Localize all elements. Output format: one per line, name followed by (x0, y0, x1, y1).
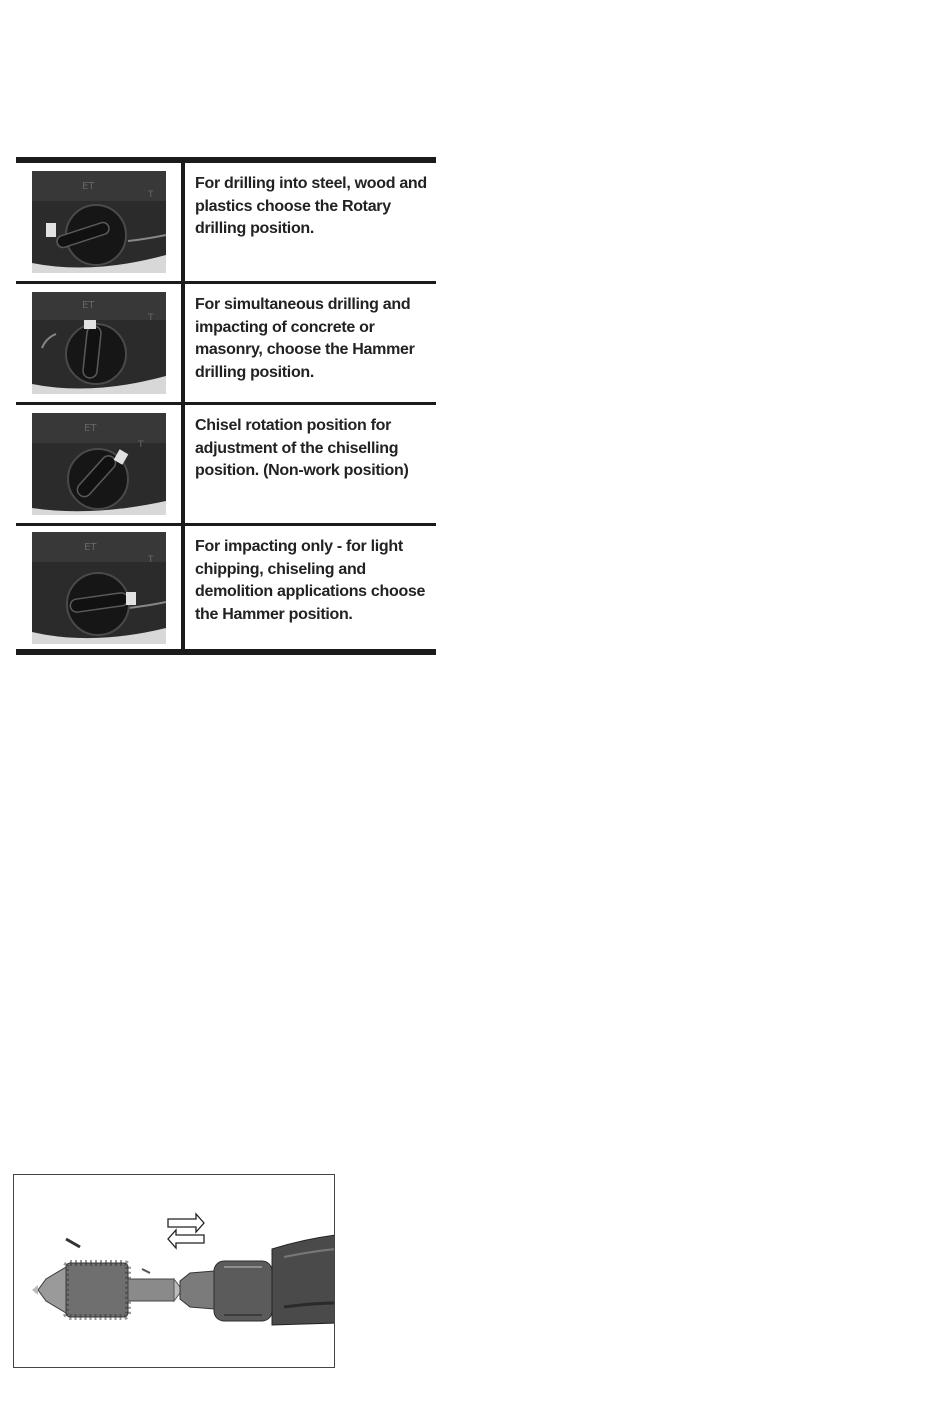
mode-selector-table (16, 157, 436, 655)
photo-cell (16, 526, 185, 649)
mode-row-hammer-drilling (16, 284, 436, 405)
hammer-drilling-selector-photo (32, 292, 166, 394)
rotary-drilling-selector-photo (32, 171, 166, 273)
mode-description: For drilling into steel, wood and plastics choose the Rotary drilling position. (195, 175, 427, 237)
mode-row-hammer-only (16, 526, 436, 649)
arrow-right-icon (168, 1214, 204, 1232)
arrow-left-icon (168, 1230, 204, 1248)
chuck-figure (13, 1174, 335, 1368)
svg-text:ET: ET (81, 300, 94, 311)
mode-description: For simultaneous drilling and impacting of concrete or masonry, choose the Hammer drilling position. (195, 296, 415, 381)
chuck-removal-illustration (14, 1175, 334, 1367)
svg-text:T: T (147, 554, 153, 565)
photo-cell (16, 163, 185, 281)
chisel-rotation-selector-photo (32, 413, 166, 515)
photo-cell (16, 405, 185, 523)
mode-row-chisel-rotation (16, 405, 436, 526)
svg-text:ET: ET (83, 541, 96, 553)
mode-description: For impacting only - for light chipping, chiseling and demolition applications choose the Hammer position. (195, 538, 426, 623)
mode-row-rotary-drilling (16, 163, 436, 284)
svg-text:ET: ET (83, 423, 96, 434)
svg-text:T: T (147, 313, 153, 323)
svg-text:T: T (137, 440, 143, 450)
hammer-only-selector-photo (32, 532, 166, 644)
mode-description: Chisel rotation position for adjustment of the chiselling position. (Non-work position) (195, 417, 409, 479)
photo-cell (16, 284, 185, 402)
svg-text:ET: ET (81, 181, 94, 192)
svg-text:T: T (147, 190, 153, 200)
